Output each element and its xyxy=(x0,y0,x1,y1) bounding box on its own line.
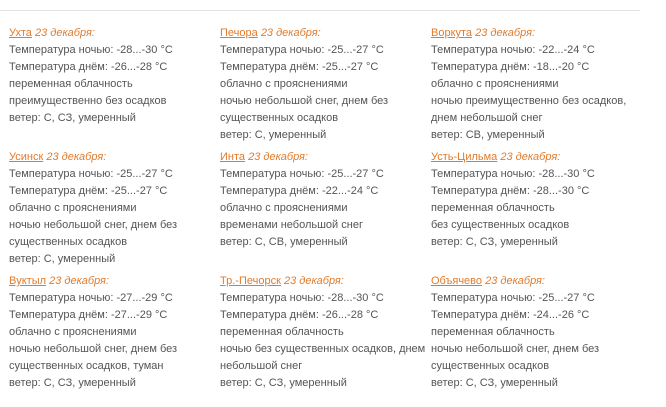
conditions-line: переменная облачность xyxy=(431,326,555,338)
day-temperature: Температура днём: -25...-27 °C xyxy=(9,185,168,197)
wind-line: ветер: С, умеренный xyxy=(220,129,327,141)
day-temperature: Температура днём: -25...-27 °C xyxy=(220,61,379,73)
city-forecast xyxy=(9,149,220,273)
night-temperature: Температура ночью: -25...-27 °C xyxy=(220,44,384,56)
conditions-line: ночью небольшой снег, днем без xyxy=(220,95,389,107)
day-temperature: Температура днём: -26...-28 °C xyxy=(220,309,379,321)
conditions-line: днем небольшой снег xyxy=(431,112,543,124)
forecast-date: 23 декабря: xyxy=(485,275,545,287)
forecast-date: 23 декабря: xyxy=(46,151,107,163)
conditions-line: небольшой снег xyxy=(220,360,303,372)
night-temperature: Температура ночью: -28...-30 °C xyxy=(431,168,595,180)
conditions-line: переменная облачность xyxy=(431,202,555,214)
day-temperature: Температура днём: -27...-29 °C xyxy=(9,309,168,321)
night-temperature: Температура ночью: -28...-30 °C xyxy=(220,292,384,304)
conditions-line: преимущественно без осадков xyxy=(9,95,167,107)
city-forecast xyxy=(220,149,431,273)
city-forecast xyxy=(431,25,642,149)
city-header xyxy=(220,25,431,42)
conditions-line: существенных осадков xyxy=(220,112,339,124)
city-link[interactable]: Ухта xyxy=(9,27,32,39)
forecast-date: 23 декабря: xyxy=(475,27,536,39)
top-divider xyxy=(0,10,640,11)
conditions-line: ночью преимущественно без осадков, xyxy=(431,95,627,107)
city-header xyxy=(220,149,431,166)
city-header xyxy=(9,25,220,42)
city-link[interactable]: Инта xyxy=(220,151,246,163)
city-link[interactable]: Воркута xyxy=(431,27,473,39)
forecast-date: 23 декабря: xyxy=(500,151,561,163)
forecast-grid xyxy=(9,25,642,397)
wind-line: ветер: С, СЗ, умеренный xyxy=(9,377,136,389)
wind-line: ветер: С, СЗ, умеренный xyxy=(431,236,558,248)
conditions-line: ночью небольшой снег, днем без xyxy=(431,343,600,355)
city-header xyxy=(220,273,431,290)
conditions-line: облачно с прояснениями xyxy=(9,326,137,338)
night-temperature: Температура ночью: -25...-27 °C xyxy=(9,168,173,180)
day-temperature: Температура днём: -24...-26 °C xyxy=(431,309,590,321)
conditions-line: существенных осадков xyxy=(9,236,128,248)
conditions-line: временами небольшой снег xyxy=(220,219,363,231)
city-header xyxy=(9,149,220,166)
wind-line: ветер: С, СВ, умеренный xyxy=(220,236,348,248)
conditions-line: переменная облачность xyxy=(220,326,344,338)
day-temperature: Температура днём: -22...-24 °C xyxy=(220,185,379,197)
day-temperature: Температура днём: -18...-20 °C xyxy=(431,61,590,73)
conditions-line: облачно с прояснениями xyxy=(220,78,348,90)
city-forecast xyxy=(220,25,431,149)
wind-line: ветер: СВ, умеренный xyxy=(431,129,545,141)
conditions-line: облачно с прояснениями xyxy=(220,202,348,214)
city-link[interactable]: Усть-Цильма xyxy=(431,151,498,163)
city-forecast xyxy=(220,273,431,397)
city-link[interactable]: Усинск xyxy=(9,151,44,163)
conditions-line: существенных осадков xyxy=(431,360,550,372)
city-forecast xyxy=(9,25,220,149)
city-forecast xyxy=(431,149,642,273)
night-temperature: Температура ночью: -25...-27 °C xyxy=(220,168,384,180)
conditions-line: ночью небольшой снег, днем без xyxy=(9,219,178,231)
night-temperature: Температура ночью: -27...-29 °C xyxy=(9,292,173,304)
forecast-date: 23 декабря: xyxy=(260,27,321,39)
night-temperature: Температура ночью: -22...-24 °C xyxy=(431,44,595,56)
conditions-line: облачно с прояснениями xyxy=(9,202,137,214)
forecast-date: 23 декабря: xyxy=(49,275,109,287)
conditions-line: ночью небольшой снег, днем без xyxy=(9,343,178,355)
wind-line: ветер: С, СЗ, умеренный xyxy=(220,377,347,389)
conditions-line: ветер: С, СЗ, умеренный xyxy=(9,112,136,124)
forecast-date: 23 декабря: xyxy=(283,275,344,287)
conditions-line: существенных осадков, туман xyxy=(9,360,164,372)
city-header xyxy=(431,25,642,42)
city-link[interactable]: Печора xyxy=(220,27,258,39)
city-link[interactable]: Вуктыл xyxy=(9,275,47,287)
city-link[interactable]: Тр.-Печорск xyxy=(220,275,281,287)
forecast-date: 23 декабря: xyxy=(34,27,95,39)
city-header xyxy=(431,273,642,290)
night-temperature: Температура ночью: -28...-30 °C xyxy=(9,44,173,56)
conditions-line: облачно с прояснениями xyxy=(431,78,559,90)
night-temperature: Температура ночью: -25...-27 °C xyxy=(431,292,595,304)
wind-line: ветер: С, умеренный xyxy=(9,253,116,265)
city-header xyxy=(431,149,642,166)
city-header xyxy=(9,273,220,290)
day-temperature: Температура днём: -28...-30 °C xyxy=(431,185,590,197)
forecast-date: 23 декабря: xyxy=(248,151,308,163)
city-forecast xyxy=(431,273,642,397)
conditions-line: переменная облачность xyxy=(9,78,133,90)
conditions-line: ночью без существенных осадков, днем xyxy=(220,343,426,355)
wind-line: ветер: С, СЗ, умеренный xyxy=(431,377,558,389)
city-link[interactable]: Объячево xyxy=(431,275,483,287)
day-temperature: Температура днём: -26...-28 °C xyxy=(9,61,168,73)
conditions-line: без существенных осадков xyxy=(431,219,570,231)
city-forecast xyxy=(9,273,220,397)
